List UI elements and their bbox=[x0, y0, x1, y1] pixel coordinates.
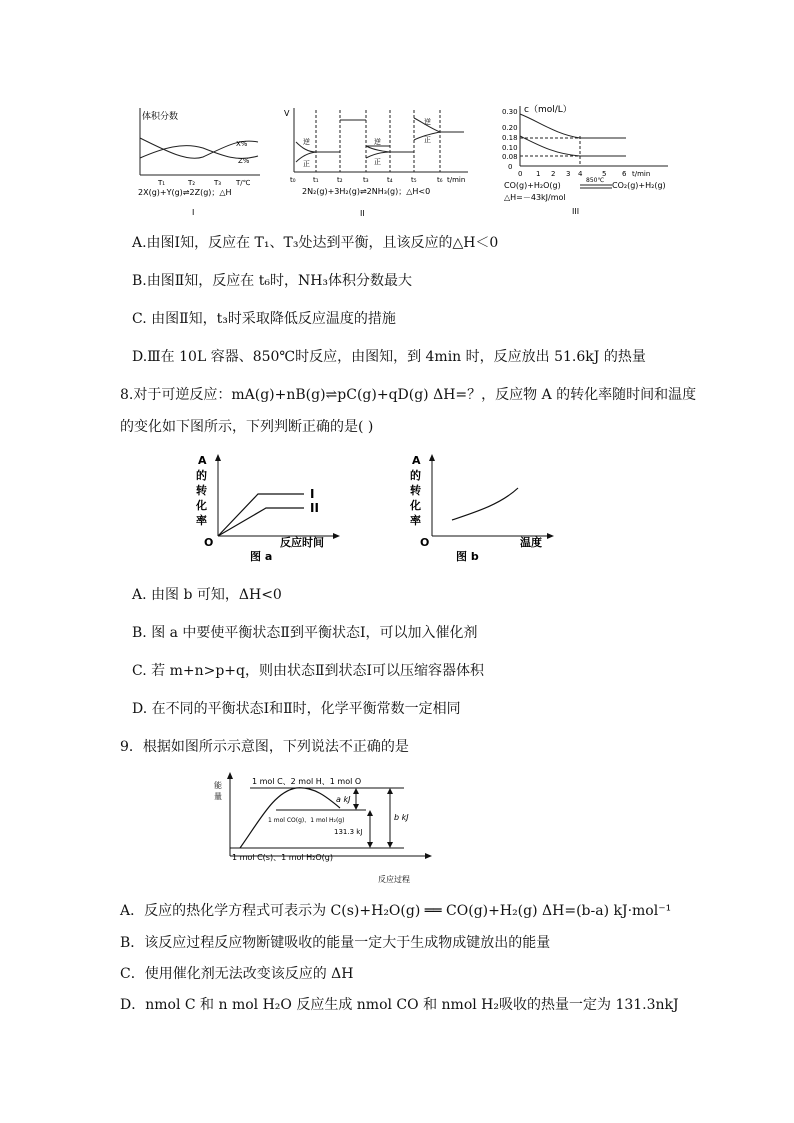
q8-option-a: A. 由图 b 可知，ΔH<0 bbox=[132, 587, 282, 603]
fig8b-xlabel: 温度 bbox=[520, 536, 542, 549]
fig2-tick: t₂ bbox=[337, 176, 343, 184]
fig8a-series-2: II bbox=[310, 501, 319, 515]
fig8a-series-1: I bbox=[310, 487, 315, 501]
q9-stem: 9．根据如图所示示意图，下列说法不正确的是 bbox=[120, 739, 409, 755]
fig2-equation: 2N₂(g)+3H₂(g)⇌2NH₃(g)；△H<0 bbox=[302, 187, 431, 196]
fig1-xlabel: T/℃ bbox=[236, 179, 251, 187]
figure-9 bbox=[210, 770, 434, 888]
fig2-label-zheng: 正 bbox=[303, 160, 310, 168]
fig2-caption: II bbox=[360, 209, 365, 218]
fig3-ytick: 0 bbox=[508, 163, 513, 171]
fig8a-ylabel: 化 bbox=[196, 499, 207, 512]
fig8b-ylabel: 的 bbox=[410, 469, 421, 482]
fig3-xtick: 6 bbox=[622, 170, 627, 178]
q7-option-a: A.由图Ⅰ知，反应在 T₁、T₃处达到平衡，且该反应的△H＜0 bbox=[132, 235, 499, 251]
fig3-ytick: 0.08 bbox=[502, 153, 518, 161]
fig9-mid-label: 1 mol CO(g)、1 mol H₂(g) bbox=[268, 817, 345, 824]
fig8a-ylabel: 转 bbox=[196, 484, 207, 497]
fig3-xtick: 5 bbox=[602, 170, 607, 178]
fig9-ylabel: 量 bbox=[214, 792, 222, 801]
q8-stem-line2: 的变化如下图所示，下列判断正确的是( ) bbox=[120, 419, 374, 435]
fig3-xtick: 3 bbox=[566, 170, 571, 178]
fig9-a-label: a kJ bbox=[336, 795, 351, 804]
fig2-label-ni: 逆 bbox=[303, 138, 310, 146]
fig9-b-label: b kJ bbox=[394, 813, 409, 822]
q8-stem-line1: 8.对于可逆反应：mA(g)+nB(g)⇌pC(g)+qD(g) ΔH=？，反应物 A 的转化率随时间和温度 bbox=[120, 387, 697, 403]
fig3-caption: III bbox=[572, 207, 580, 216]
figure-8b bbox=[406, 450, 556, 565]
fig3-xtick: 4 bbox=[578, 170, 583, 178]
q9-option-b: B．该反应过程反应物断键吸收的能量一定大于生成物成键放出的能量 bbox=[120, 935, 551, 951]
q9-option-a: A．反应的热化学方程式可表示为 C(s)+H₂O(g) ══ CO(g)+H₂(g) ΔH=(b-a) kJ·mol⁻¹ bbox=[120, 903, 672, 919]
fig3-ytick: 0.30 bbox=[502, 108, 518, 116]
fig3-xlabel: t/min bbox=[632, 170, 651, 178]
fig3-eq-right: CO₂(g)+H₂(g) bbox=[612, 181, 666, 190]
figure-II bbox=[282, 100, 482, 220]
figure-III bbox=[500, 100, 680, 220]
fig8a-xlabel: 反应时间 bbox=[280, 536, 324, 549]
fig9-top-label: 1 mol C、2 mol H、1 mol O bbox=[252, 777, 362, 786]
fig2-tick: t₃ bbox=[363, 176, 369, 184]
fig8a-ylabel: A bbox=[198, 454, 207, 467]
fig3-ytick: 0.10 bbox=[502, 144, 518, 152]
fig3-eq-cond: 850℃ bbox=[586, 177, 605, 184]
fig2-label-ni: 逆 bbox=[374, 138, 381, 146]
fig2-label-zheng: 正 bbox=[424, 136, 431, 144]
fig9-dh-label: 131.3 kJ bbox=[334, 828, 363, 836]
fig2-label-ni: 逆 bbox=[424, 118, 431, 126]
fig3-ytick: 0.18 bbox=[502, 134, 518, 142]
q7-option-b: B.由图Ⅱ知，反应在 t₆时，NH₃体积分数最大 bbox=[132, 273, 413, 289]
fig1-equation: 2X(g)+Y(g)⇌2Z(g)；△H bbox=[138, 188, 232, 197]
fig9-xlabel: 反应过程 bbox=[378, 875, 410, 884]
q8-option-b: B. 图 a 中要使平衡状态Ⅱ到平衡状态Ⅰ，可以加入催化剂 bbox=[132, 625, 478, 641]
fig2-tick: t₀ bbox=[290, 176, 296, 184]
fig3-xtick: 2 bbox=[551, 170, 556, 178]
q8-option-d: D. 在不同的平衡状态Ⅰ和Ⅱ时，化学平衡常数一定相同 bbox=[132, 701, 461, 717]
fig3-xtick: 1 bbox=[536, 170, 541, 178]
fig8b-ylabel: 化 bbox=[410, 499, 421, 512]
fig3-eq-dh: △H=－43kJ/mol bbox=[504, 193, 566, 202]
fig2-tick: t₆ bbox=[437, 176, 443, 184]
fig8b-ylabel: A bbox=[412, 454, 421, 467]
q8-option-c: C. 若 m+n>p+q，则由状态Ⅱ到状态Ⅰ可以压缩容器体积 bbox=[132, 663, 485, 679]
fig1-ylabel: 体积分数 bbox=[142, 112, 179, 122]
fig2-tick: t₁ bbox=[313, 176, 319, 184]
fig2-xlabel: t/min bbox=[447, 176, 466, 184]
fig8a-ylabel: 率 bbox=[196, 514, 207, 527]
fig9-bottom-label: 1 mol C(s)、1 mol H₂O(g) bbox=[232, 853, 334, 862]
fig1-curve-z: Z% bbox=[238, 157, 250, 165]
figure-I bbox=[128, 100, 268, 220]
fig2-ylabel: V bbox=[284, 109, 290, 118]
fig2-tick: t₅ bbox=[411, 176, 417, 184]
fig8b-caption: 图 b bbox=[456, 550, 479, 563]
q7-option-d: D.Ⅲ在 10L 容器、850℃时反应，由图知，到 4min 时，反应放出 51.6kJ 的热量 bbox=[132, 349, 646, 365]
fig8b-origin: O bbox=[420, 536, 430, 549]
fig3-eq-left: CO(g)+H₂O(g) bbox=[504, 181, 561, 190]
fig1-curve-x: X% bbox=[236, 140, 248, 148]
fig3-ytick: 0.20 bbox=[502, 124, 518, 132]
fig8a-caption: 图 a bbox=[250, 550, 273, 563]
fig1-caption: I bbox=[192, 208, 195, 217]
fig2-label-zheng: 正 bbox=[374, 158, 381, 166]
fig3-xtick: 0 bbox=[518, 170, 523, 178]
fig1-tick: T₃ bbox=[214, 179, 222, 187]
fig8b-ylabel: 转 bbox=[410, 484, 421, 497]
figure-8a bbox=[190, 450, 340, 565]
fig9-ylabel: 能 bbox=[214, 781, 222, 790]
fig8a-ylabel: 的 bbox=[196, 469, 207, 482]
fig1-tick: T₁ bbox=[158, 179, 166, 187]
fig8a-origin: O bbox=[204, 536, 214, 549]
q7-option-c: C. 由图Ⅱ知，t₃时采取降低反应温度的措施 bbox=[132, 311, 396, 327]
fig3-ylabel: c（mol/L） bbox=[524, 105, 572, 115]
fig8b-ylabel: 率 bbox=[410, 514, 421, 527]
q9-option-d: D．nmol C 和 n mol H₂O 反应生成 nmol CO 和 nmol H₂吸收的热量一定为 131.3nkJ bbox=[120, 997, 679, 1013]
fig2-tick: t₄ bbox=[387, 176, 393, 184]
q9-option-c: C．使用催化剂无法改变该反应的 ΔH bbox=[120, 966, 354, 982]
fig1-tick: T₂ bbox=[188, 179, 196, 187]
